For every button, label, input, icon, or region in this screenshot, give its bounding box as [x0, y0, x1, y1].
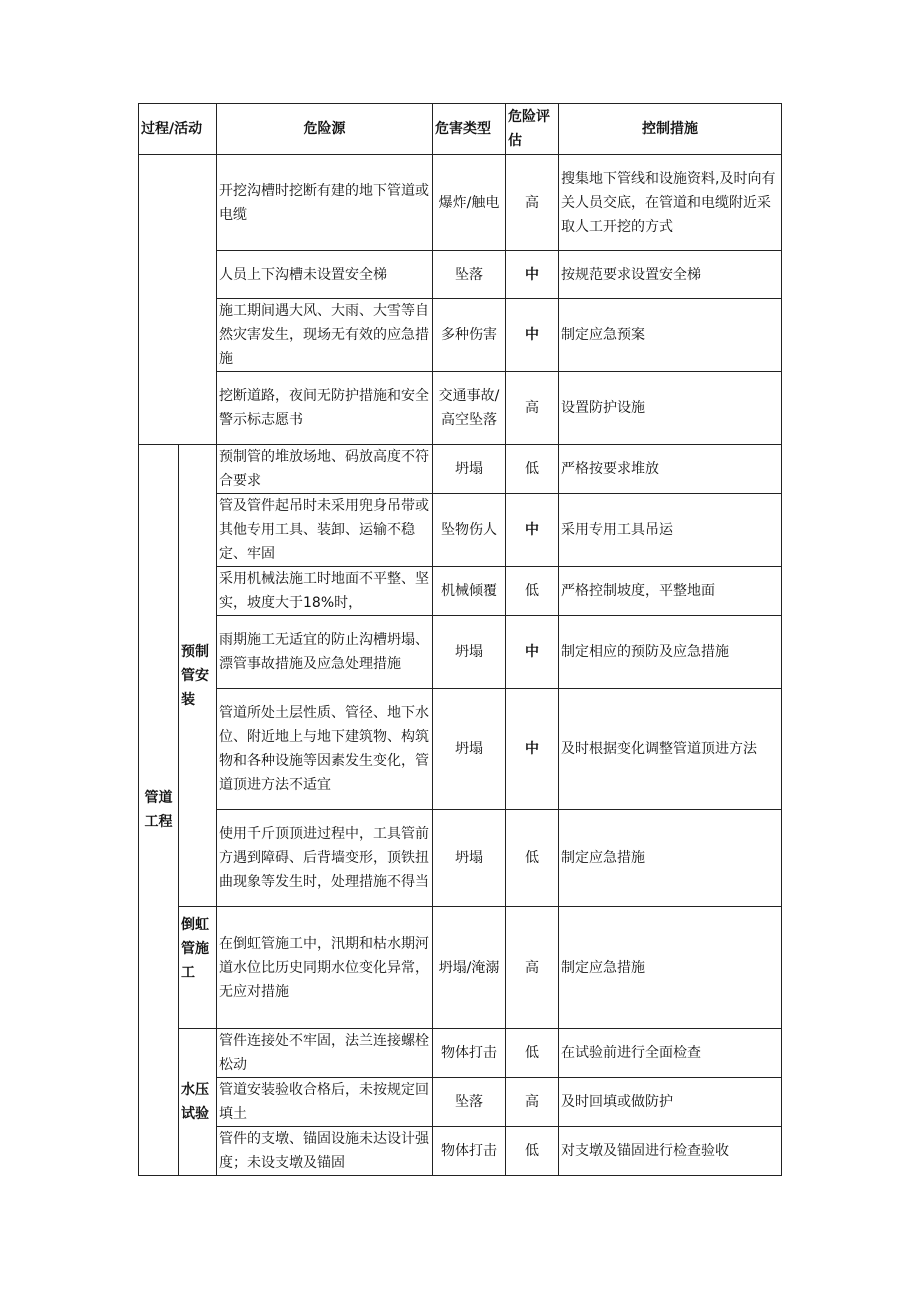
hazard-type: 爆炸/触电 — [433, 155, 506, 251]
table-row — [139, 907, 782, 1029]
control-measure: 制定应急预案 — [559, 299, 782, 372]
risk-level: 低 — [506, 810, 559, 907]
table-row — [139, 251, 782, 299]
hazard-source: 人员上下沟槽未设置安全梯 — [217, 251, 433, 299]
hazard-source: 管道所处土层性质、管径、地下水位、附近地上与地下建筑物、构筑物和各种设施等因素发生变化，管道顶进方法不适宜 — [217, 689, 433, 810]
control-measure: 及时根据变化调整管道顶进方法 — [559, 689, 782, 810]
risk-level: 高 — [506, 155, 559, 251]
hazard-source: 使用千斤顶顶进过程中，工具管前方遇到障碍、后背墙变形，顶铁扭曲现象等发生时，处理措施不得当 — [217, 810, 433, 907]
table-row — [139, 155, 782, 251]
table-row — [139, 445, 782, 494]
risk-level: 中 — [506, 251, 559, 299]
hazard-source: 管道安装验收合格后，未按规定回填土 — [217, 1078, 433, 1127]
risk-level: 高 — [506, 1078, 559, 1127]
risk-level: 中 — [506, 494, 559, 567]
risk-level: 低 — [506, 445, 559, 494]
hazard-type: 坍塌 — [433, 810, 506, 907]
table-row — [139, 689, 782, 810]
hazard-type: 交通事故/高空坠落 — [433, 372, 506, 445]
subprocess-inverted-siphon: 倒虹管施工 — [179, 907, 217, 1029]
table-row — [139, 494, 782, 567]
control-measure: 制定相应的预防及应急措施 — [559, 616, 782, 689]
header-hazard-type: 危害类型 — [433, 104, 506, 155]
header-control: 控制措施 — [559, 104, 782, 155]
risk-level: 高 — [506, 372, 559, 445]
table-row — [139, 616, 782, 689]
risk-level: 低 — [506, 1029, 559, 1078]
table-row — [139, 1029, 782, 1078]
hazard-type: 坍塌/淹溺 — [433, 907, 506, 1029]
risk-level: 低 — [506, 567, 559, 616]
hazard-source: 施工期间遇大风、大雨、大雪等自然灾害发生，现场无有效的应急措施 — [217, 299, 433, 372]
process-pipeline-engineering: 管道工程 — [139, 445, 179, 1176]
hazard-source: 开挖沟槽时挖断有建的地下管道或电缆 — [217, 155, 433, 251]
risk-assessment-table — [138, 103, 782, 1176]
risk-level: 低 — [506, 1127, 559, 1176]
control-measure: 对支墩及锚固进行检查验收 — [559, 1127, 782, 1176]
process-cell-empty — [139, 155, 217, 445]
hazard-type: 坍塌 — [433, 689, 506, 810]
control-measure: 严格控制坡度，平整地面 — [559, 567, 782, 616]
hazard-type: 坠物伤人 — [433, 494, 506, 567]
header-risk-level: 危险评估 — [506, 104, 559, 155]
subprocess-prefab-pipe-install: 预制管安装 — [179, 445, 217, 907]
control-measure: 搜集地下管线和设施资料,及时向有关人员交底，在管道和电缆附近采取人工开挖的方式 — [559, 155, 782, 251]
table-row — [139, 1127, 782, 1176]
header-row — [139, 104, 782, 155]
hazard-source: 预制管的堆放场地、码放高度不符合要求 — [217, 445, 433, 494]
hazard-type: 物体打击 — [433, 1127, 506, 1176]
control-measure: 及时回填或做防护 — [559, 1078, 782, 1127]
control-measure: 制定应急措施 — [559, 907, 782, 1029]
subprocess-pressure-test: 水压试验 — [179, 1029, 217, 1176]
control-measure: 严格按要求堆放 — [559, 445, 782, 494]
risk-level: 中 — [506, 299, 559, 372]
hazard-source: 在倒虹管施工中，汛期和枯水期河道水位比历史同期水位变化异常，无应对措施 — [217, 907, 433, 1029]
control-measure: 按规范要求设置安全梯 — [559, 251, 782, 299]
hazard-type: 坍塌 — [433, 445, 506, 494]
hazard-type: 多种伤害 — [433, 299, 506, 372]
risk-level: 中 — [506, 689, 559, 810]
hazard-source: 雨期施工无适宜的防止沟槽坍塌、漂管事故措施及应急处理措施 — [217, 616, 433, 689]
table-row — [139, 299, 782, 372]
control-measure: 制定应急措施 — [559, 810, 782, 907]
control-measure: 采用专用工具吊运 — [559, 494, 782, 567]
hazard-type: 坠落 — [433, 251, 506, 299]
hazard-type: 物体打击 — [433, 1029, 506, 1078]
hazard-type: 坠落 — [433, 1078, 506, 1127]
risk-level: 中 — [506, 616, 559, 689]
hazard-source: 管件连接处不牢固，法兰连接螺栓松动 — [217, 1029, 433, 1078]
hazard-source: 挖断道路，夜间无防护措施和安全警示标志愿书 — [217, 372, 433, 445]
risk-level: 高 — [506, 907, 559, 1029]
table-row — [139, 567, 782, 616]
table-row — [139, 372, 782, 445]
hazard-source: 管及管件起吊时未采用兜身吊带或其他专用工具、装卸、运输不稳定、牢固 — [217, 494, 433, 567]
table-row — [139, 1078, 782, 1127]
hazard-type: 坍塌 — [433, 616, 506, 689]
hazard-source: 采用机械法施工时地面不平整、坚实，坡度大于18%时， — [217, 567, 433, 616]
hazard-type: 机械倾覆 — [433, 567, 506, 616]
table-row — [139, 810, 782, 907]
hazard-source: 管件的支墩、锚固设施未达设计强度；未设支墩及锚固 — [217, 1127, 433, 1176]
header-process: 过程/活动 — [139, 104, 217, 155]
header-hazard-source: 危险源 — [217, 104, 433, 155]
control-measure: 设置防护设施 — [559, 372, 782, 445]
control-measure: 在试验前进行全面检查 — [559, 1029, 782, 1078]
